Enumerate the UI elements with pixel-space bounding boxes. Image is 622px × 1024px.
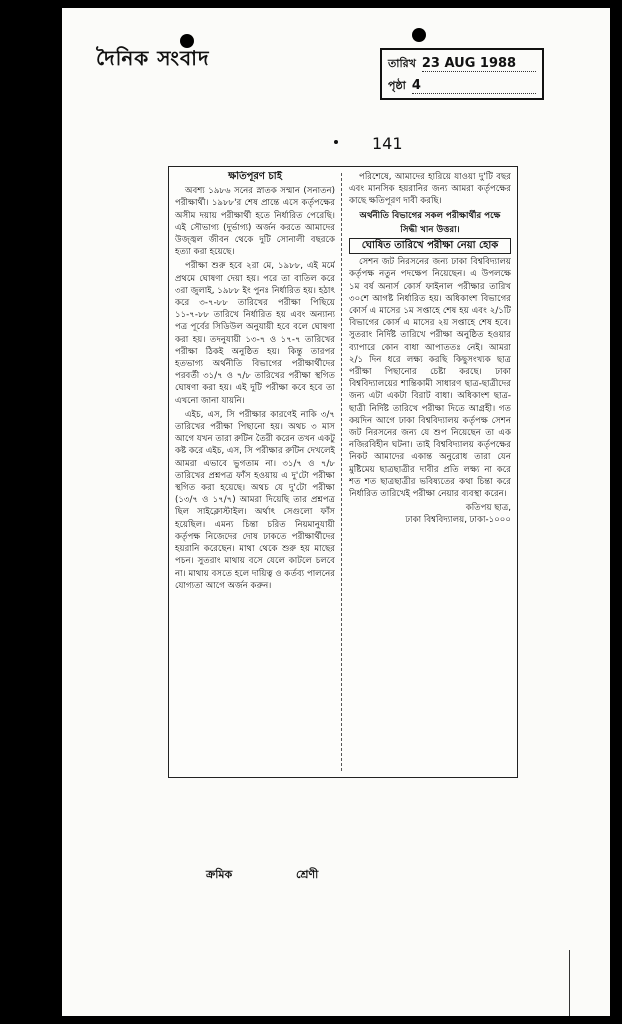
article1-title: ক্ষতিপূরণ চাই [228, 171, 282, 182]
page-number: 141 [372, 134, 403, 153]
page-edge-mark [569, 950, 610, 1016]
article2-signature-address: ঢাকা বিশ্ববিদ্যালয়, ঢাকা-১০০০ [405, 515, 511, 526]
newspaper-clipping [168, 166, 518, 778]
footer-mark-left: ক্রমিক [206, 868, 233, 881]
stamp-date-value: 23 AUG 1988 [422, 56, 536, 72]
archive-stamp [380, 48, 544, 100]
column-divider [341, 173, 342, 771]
stamp-date-label: তারিখ [388, 56, 416, 70]
article2-title: ঘোষিত তারিখে পরীক্ষা নেয়া হোক [349, 238, 511, 254]
article2-signature: কতিপয় ছাত্র, [465, 503, 511, 514]
article1-paragraph: অবশ্য ১৯৮৬ সনের স্নাতক সম্মান (সনাতন) পরীক্ষার্থী। ১৯৮৮'র শেষ প্রান্তে এসে কর্তৃপক্ষের অসীম দয়ায় পরীক্ষার্থী হতে নির্ধারিত পেরেছি। এই সৌভাগ্য (দুর্ভাগ্য) অর্জন করতে আমাদের উজ্জ্বল জীবন থেকে দুটি সোনালী বছরকে হত্যা করা হয়েছে। [175, 186, 335, 258]
article-right-column [349, 171, 511, 773]
ink-dot [334, 140, 338, 144]
stamp-page-value: 4 [412, 78, 536, 94]
punch-hole-right [412, 28, 426, 42]
article-left-column [175, 171, 335, 773]
article1-signature: অর্থনীতি বিভাগের সকল পরীক্ষার্থীর পক্ষে [359, 210, 501, 221]
article2-paragraph: সেশন জট নিরসনের জন্য ঢাকা বিশ্ববিদ্যালয় কর্তৃপক্ষ নতুন পদক্ষেপ নিয়েছেন। এ উপলক্ষে ১ম বর্ষ অনার্স কোর্স ফাইনাল পরীক্ষার তারিখ ৩০শে আগষ্ট নির্ধারিত হয়। অধিকাংশ বিভাগের কোর্স এ মাসের ১ম সপ্তাহে শেষ হয় এবং ২/১টি বিভাগের কোর্স এ মাসের ২য় সপ্তাহে শেষ হবে। সুতরাং নির্দিষ্ট তারিখে পরীক্ষা অনুষ্ঠিত হওয়ার ব্যাপারে কোন বাধা আপাততঃ নেই। আমরা ২/১ দিন ধরে লক্ষ্য করছি কিছুসংখ্যক ছাত্র পরীক্ষা পিছানোর চেষ্টা করছে। ঢাকা বিশ্ববিদ্যালয়ের শান্তিকামী সাধারণ ছাত্র-ছাত্রীদের জন্য এটা একটা বিরাট বাধা। অধিকাংশ ছাত্র-ছাত্রী নির্দিষ্ট তারিখে পরীক্ষা দিতে আগ্রহী। গত কয়দিন আগে ঢাকা বিশ্ববিদ্যালয় কর্তৃপক্ষ সেশন জট নিরসনের জন্য যে শুপ নিয়েছেন তা এক নজিরবিহীন ঘটনা। তাই বিশ্ববিদ্যালয় কর্তৃপক্ষের নিকট আমাদের একান্ত অনুরোধ তারা যেন মুষ্টিমেয় ছাত্রছাত্রীর দাবীর প্রতি লক্ষ্য না করে শত শত ছাত্রছাত্রীর ভবিষ্যতের কথা চিন্তা করে নির্ধারিত তারিখেই পরীক্ষা নেয়ার ব্যবস্থা করেন। [349, 257, 511, 500]
article1-paragraph: এইচ, এস, সি পরীক্ষার কারণেই নাকি ৩/৭ তারিখের পরীক্ষা পিছানো হয়। অথচ ৩ মাস আগে যখন তারা রুটিন তৈরী করেন তখন একটু কষ্ট করে এইচ, এস, সি পরীক্ষার রুটিন দেখলেই আমরা এভাবে ভুগতাম না। ৩১/৭ ও ৭/৮ তারিখের প্রশ্নপত্র ফাঁস হওয়ায় এ দু'টো পরীক্ষা স্থগিত করা হয়েছে। অথচ যে দু'টো পরীক্ষা (১৩/৭ ও ১৭/৭) আমরা দিয়েছি তার প্রশ্নপত্র ছিল সাইক্লোস্টাইল। অর্থাৎ সেগুলো ফাঁস হয়েছিল। এমন্য চিন্তা চরিত নিয়মানুযায়ী কর্তৃপক্ষ নিজেদের দোষ ঢাকতে পরীক্ষার্থীদের হয়রানি করেছেন। মাথা থেকে শুরু হয় মাছের পচন। সুতরাং মাথায় বসে যেলে কাটলে চলবে না। মাথায় বসতে হলে দায়িত্ব ও কর্তব্য পালনের যোগ্যতা আগে অর্জন করুন। [175, 409, 335, 591]
article1-paragraph: পরিশেষে, আমাদের হারিয়ে যাওয়া দু'টি বছর এবং মানসিক হয়রানির জন্য আমরা কর্তৃপক্ষের কাছে ক্ষতিপূরণ দাবী করছি। [349, 172, 511, 207]
newspaper-name: দৈনিক সংবাদ [96, 46, 210, 70]
article1-paragraph: পরীক্ষা শুরু হবে ২রা মে, ১৯৮৮, এই মর্মে প্রথমে ঘোষণা দেয়া হয়। পরে তা বাতিল করে ৩রা জুলাই, ১৯৮৮ ইং পুনঃ নির্ধারিত হয়। হঠাৎ করে ৩-৭-৮৮ তারিখের পরীক্ষা পিছিয়ে ১১-৭-৮৮ তারিখে নির্ধারিত হয় এবং অন্যান্য পত্র পূর্বের সিডিউল অনুযায়ী হবে বলে ঘোষণা করা হয়। তদনুযায়ী ১৩-৭ ও ১৭-৭ তারিখের পরীক্ষা ঠিকই অনুষ্ঠিত হয়। কিন্তু তারপর হতভাগ্য অর্থনীতি বিভাগের পরীক্ষার্থীদের পরবর্তী ৩১/৭ ও ৭/৮ তারিখের পরীক্ষা স্থগিত ঘোষণা করা হয়। এই দুটি পরীক্ষা কবে হবে তা এখনো জানা যায়নি। [175, 261, 335, 406]
article1-signature-name: সিদ্ধী খান উত্তরা। [400, 224, 460, 235]
footer-mark-right: শ্রেণী [296, 868, 319, 881]
stamp-page-label: পৃষ্ঠা [388, 78, 406, 92]
